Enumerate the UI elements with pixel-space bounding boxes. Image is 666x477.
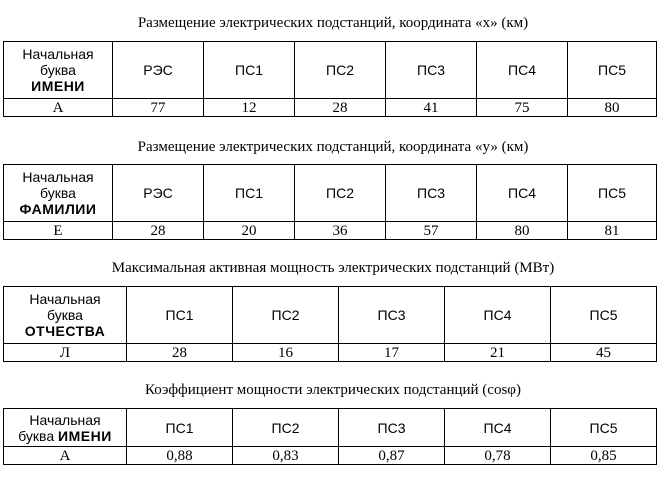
column-header: ПС5 [551,409,657,447]
table-row [4,222,657,240]
column-header: ПС3 [386,42,477,99]
column-header: ПС4 [445,287,551,344]
table-cell: 17 [339,344,445,362]
table-3 [3,286,657,362]
table-2-caption: Размещение электрических подстанций, координата «у» (км) [137,139,529,155]
table-cell: 80 [568,99,657,117]
table-cell: 0,87 [339,447,445,465]
column-header: ПС4 [477,42,568,99]
column-header: РЭС [113,165,204,222]
row-key: А [4,447,127,465]
table-cell: 75 [477,99,568,117]
row-key: Е [4,222,113,240]
table-row [4,99,657,117]
label-line: Начальная [22,169,94,185]
table-cell: 57 [386,222,477,240]
label-line: буква [40,62,76,78]
table-row [4,344,657,362]
label-bold: ОТЧЕСТВА [24,323,106,339]
label-bold: ИМЕНИ [31,78,85,94]
table-1-caption: Размещение электрических подстанций, координата «х» (км) [137,15,529,31]
column-header: ПС5 [568,42,657,99]
label-bold: ФАМИЛИИ [19,201,97,217]
label-line: буква [18,427,55,444]
row-key: А [4,99,113,117]
table-cell: 41 [386,99,477,117]
table-1 [3,41,657,117]
table-cell: 0,83 [233,447,339,465]
column-header: ПС2 [295,165,386,222]
table-cell: 0,78 [445,447,551,465]
column-header: ПС2 [295,42,386,99]
column-header: РЭС [113,42,204,99]
table-4 [3,408,657,465]
header-label-cell [4,42,113,99]
row-key: Л [4,344,127,362]
table-3-caption: Максимальная активная мощность электрических подстанций (МВт) [111,260,555,276]
column-header: ПС2 [233,287,339,344]
table-cell: 21 [445,344,551,362]
table-cell: 16 [233,344,339,362]
column-header: ПС2 [233,409,339,447]
table-cell: 81 [568,222,657,240]
table-cell: 80 [477,222,568,240]
table-cell: 28 [127,344,233,362]
column-header: ПС5 [568,165,657,222]
column-header: ПС5 [551,287,657,344]
label-line: буква [47,307,83,323]
column-header: ПС3 [386,165,477,222]
table-row [4,447,657,465]
table-cell: 28 [295,99,386,117]
column-header: ПС1 [127,287,233,344]
table-cell: 28 [113,222,204,240]
header-label-cell [4,165,113,222]
table-cell: 45 [551,344,657,362]
column-header: ПС1 [127,409,233,447]
label-line: буква [40,185,76,201]
table-cell: 20 [204,222,295,240]
table-cell: 0,88 [127,447,233,465]
label-bold: ИМЕНИ [58,427,112,444]
column-header: ПС3 [339,287,445,344]
column-header: ПС4 [477,165,568,222]
column-header: ПС4 [445,409,551,447]
label-line: Начальная [29,411,101,428]
table-2 [3,164,657,240]
table-cell: 77 [113,99,204,117]
column-header: ПС1 [204,165,295,222]
table-cell: 12 [204,99,295,117]
table-cell: 36 [295,222,386,240]
label-line: Начальная [22,46,94,62]
header-label-cell [4,409,127,447]
label-line: Начальная [29,291,101,307]
table-4-caption: Коэффициент мощности электрических подстанций (cosφ) [145,382,521,398]
table-cell: 0,85 [551,447,657,465]
header-label-cell [4,287,127,344]
column-header: ПС3 [339,409,445,447]
column-header: ПС1 [204,42,295,99]
